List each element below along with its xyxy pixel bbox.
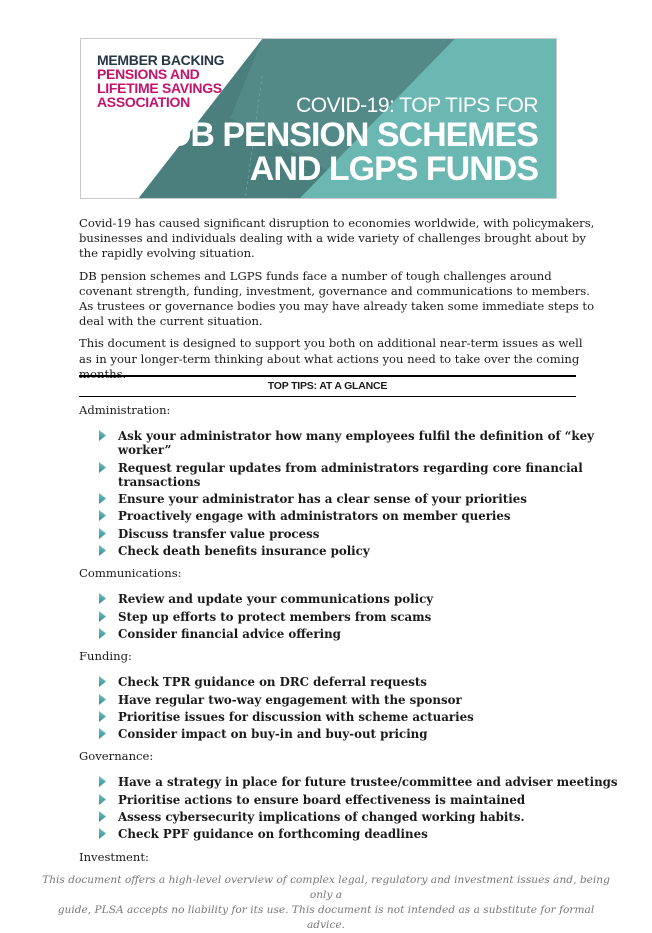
banner-title-line: AND LGPS FUNDS <box>249 150 538 188</box>
list-item <box>79 693 619 707</box>
banner-subtitle: COVID-19: TOP TIPS FOR <box>296 94 538 117</box>
list-item <box>79 810 619 824</box>
list-item <box>79 610 619 624</box>
banner-title-line: DB PENSION SCHEMES <box>166 116 538 154</box>
list-item <box>79 461 619 490</box>
intro-text <box>79 216 599 389</box>
list-item <box>79 527 619 541</box>
disclaimer-line: This document offers a high-level overview of complex legal, regulatory and investment issues and, being only a <box>42 874 610 901</box>
tip-text: Review and update your communications policy <box>118 592 434 607</box>
logo-line: MEMBER BACKING <box>97 52 225 68</box>
section-label: Administration: <box>79 403 171 417</box>
list-item <box>79 627 619 641</box>
tip-text: Ensure your administrator has a clear sense of your priorities <box>118 492 527 507</box>
tip-text: Check PPF guidance on forthcoming deadlines <box>118 827 428 842</box>
triangle-right-icon <box>99 528 106 539</box>
tip-text: Check death benefits insurance policy <box>118 544 370 559</box>
tip-text: Ask your administrator how many employees fulfil the definition of “key worker” <box>118 429 594 458</box>
list-item <box>79 592 619 606</box>
triangle-right-icon <box>99 493 106 504</box>
list-item <box>79 544 619 558</box>
section-label: Communications: <box>79 566 182 581</box>
triangle-right-icon <box>99 430 106 441</box>
section-label: Funding: <box>79 649 132 664</box>
tip-text: Check TPR guidance on DRC deferral requests <box>118 675 427 690</box>
list-item <box>79 727 619 741</box>
tip-text: Assess cybersecurity implications of changed working habits. <box>118 810 525 825</box>
list-item <box>79 710 619 724</box>
triangle-right-icon <box>99 694 106 705</box>
triangle-right-icon <box>99 728 106 739</box>
triangle-right-icon <box>99 593 106 604</box>
disclaimer-footer <box>40 873 612 933</box>
tip-text: Consider impact on buy-in and buy-out pricing <box>118 727 428 742</box>
logo-line: PENSIONS AND <box>97 66 200 82</box>
logo-line: ASSOCIATION <box>97 94 190 110</box>
banner-title <box>167 94 538 186</box>
triangle-right-icon <box>99 794 106 805</box>
list-item <box>79 793 619 807</box>
section-label: Investment: <box>79 849 149 864</box>
list-item <box>79 775 619 789</box>
triangle-right-icon <box>99 776 106 787</box>
intro-paragraph: DB pension schemes and LGPS funds face a number of tough challenges around covenant strength, funding, investment, governance and communications to members. As trustees or governance bodies you may have already taken some immediate steps to deal with the current situation. <box>79 268 595 329</box>
disclaimer-line: guide, PLSA accepts no liability for its use. This document is not intended as a substitute for formal advice. <box>57 904 595 931</box>
triangle-right-icon <box>99 545 106 556</box>
tips-section-header: TOP TIPS: AT A GLANCE <box>79 375 576 397</box>
triangle-right-icon <box>99 676 106 687</box>
triangle-right-icon <box>99 711 106 722</box>
header-banner <box>80 38 557 199</box>
triangle-right-icon <box>99 462 106 473</box>
section-label: Governance: <box>79 749 154 764</box>
tip-text: Have a strategy in place for future trustee/committee and adviser meetings <box>118 775 618 790</box>
tip-list <box>79 675 619 741</box>
tip-text: Prioritise issues for discussion with scheme actuaries <box>118 709 474 724</box>
list-item <box>79 492 619 506</box>
triangle-right-icon <box>99 828 106 839</box>
tip-text: Proactively engage with administrators on member queries <box>118 509 511 524</box>
tip-text: Consider financial advice offering <box>118 626 341 641</box>
list-item <box>79 827 619 841</box>
tip-list <box>79 592 619 641</box>
triangle-right-icon <box>99 811 106 822</box>
triangle-right-icon <box>99 611 106 622</box>
tip-text: Discuss transfer value process <box>118 526 320 541</box>
tip-text: Step up efforts to protect members from scams <box>118 609 432 624</box>
list-item <box>79 675 619 689</box>
tip-text: Prioritise actions to ensure board effectiveness is maintained <box>118 792 526 807</box>
intro-paragraph: Covid-19 has caused significant disruption to economies worldwide, with policymakers, businesses and individuals dealing with a wide variety of challenges brought about by the rapidly evolving situation. <box>79 216 595 261</box>
tip-text: Request regular updates from administrators regarding core financial transactions <box>118 460 583 489</box>
logo-line: LIFETIME SAVINGS <box>97 80 222 96</box>
list-item <box>79 429 619 458</box>
tip-text: Have regular two-way engagement with the sponsor <box>118 692 462 707</box>
tips-sections <box>79 403 619 876</box>
triangle-right-icon <box>99 510 106 521</box>
intro-paragraph: This document is designed to support you both on additional near-term issues as well as in your longer-term thinking about what actions you need to take over the coming months. <box>79 336 583 381</box>
triangle-right-icon <box>99 628 106 639</box>
tip-list <box>79 429 619 558</box>
tip-list <box>79 775 619 841</box>
list-item <box>79 509 619 523</box>
